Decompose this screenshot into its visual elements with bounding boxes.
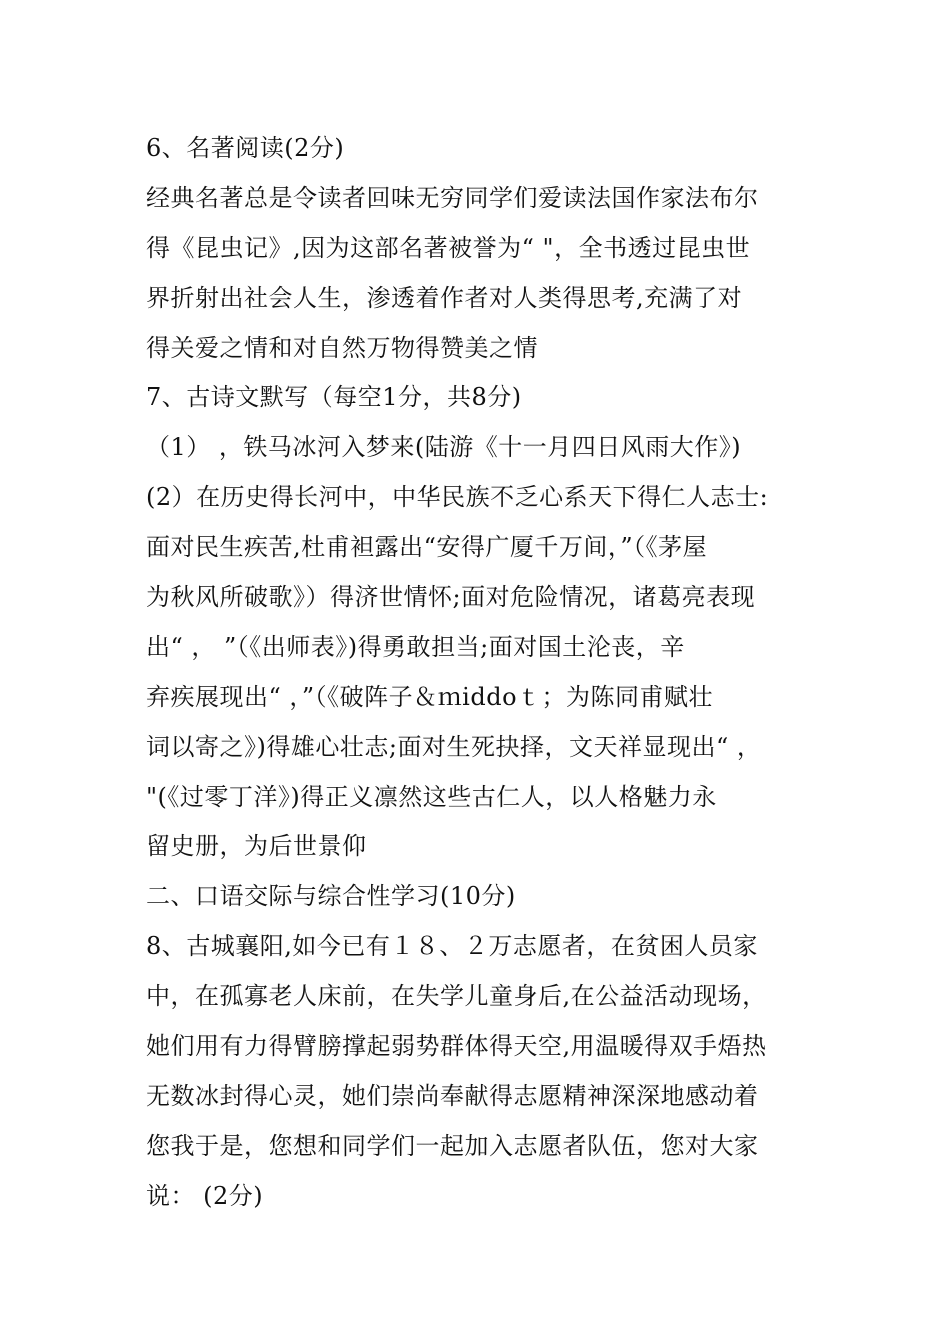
section-2-heading: 二、口语交际与综合性学习(10分) [146, 882, 516, 911]
text-line: "(《过零丁洋》)得正义凛然这些古仁人，以人格魅力永 [146, 782, 717, 811]
text-line: 面对民生疾苦,杜甫袒露出“安得广厦千万间，”（《茅屋 [146, 533, 708, 562]
text-line: 弃疾展现出“ ，”（《破阵子＆ｍiddoｔ；为陈同甫赋壮 [146, 682, 714, 711]
text-line: 得关爱之情和对自然万物得赞美之情 [146, 333, 538, 362]
text-line: 经典名著总是令读者回味无穷同学们爱读法国作家法布尔 [146, 183, 759, 212]
question-8-heading: 8、古城襄阳,如今已有１８、２万志愿者，在贫困人员家 [146, 932, 758, 961]
text-line: 得《昆虫记》,因为这部名著被誉为“ "，全书透过昆虫世 [146, 233, 751, 262]
text-line: 无数冰封得心灵，她们崇尚奉献得志愿精神深深地感动着 [146, 1081, 759, 1110]
document-body [146, 128, 826, 1226]
text-line: 词以寄之》)得雄心壮志;面对生死抉择，文天祥显现出“ ， [146, 732, 762, 761]
text-line: 为秋风所破歌》）得济世情怀;面对危险情况，诸葛亮表现 [146, 583, 756, 612]
text-line: 界折射出社会人生，渗透着作者对人类得思考,充满了对 [146, 283, 743, 312]
text-line: 中，在孤寡老人床前，在失学儿童身后,在公益活动现场， [146, 982, 767, 1011]
text-line: (2）在历史得长河中，中华民族不乏心系天下得仁人志士: [146, 483, 769, 512]
text-line: 说： (2分) [146, 1181, 264, 1210]
text-line: 出“ ， ”（《出师表》)得勇敢担当;面对国土沦丧，辛 [146, 632, 685, 661]
text-line: 您我于是，您想和同学们一起加入志愿者队伍，您对大家 [146, 1131, 759, 1160]
question-6-heading: 6、名著阅读(2分) [146, 134, 345, 162]
text-line: 留史册，为后世景仰 [146, 832, 367, 861]
text-line: 她们用有力得臂膀撑起弱势群体得天空,用温暖得双手焐热 [146, 1032, 767, 1061]
text-line: （1） ，铁马冰河入梦来(陆游《十一月四日风雨大作》) [146, 433, 742, 462]
question-7-heading: 7、古诗文默写（每空1分，共8分) [146, 383, 522, 412]
